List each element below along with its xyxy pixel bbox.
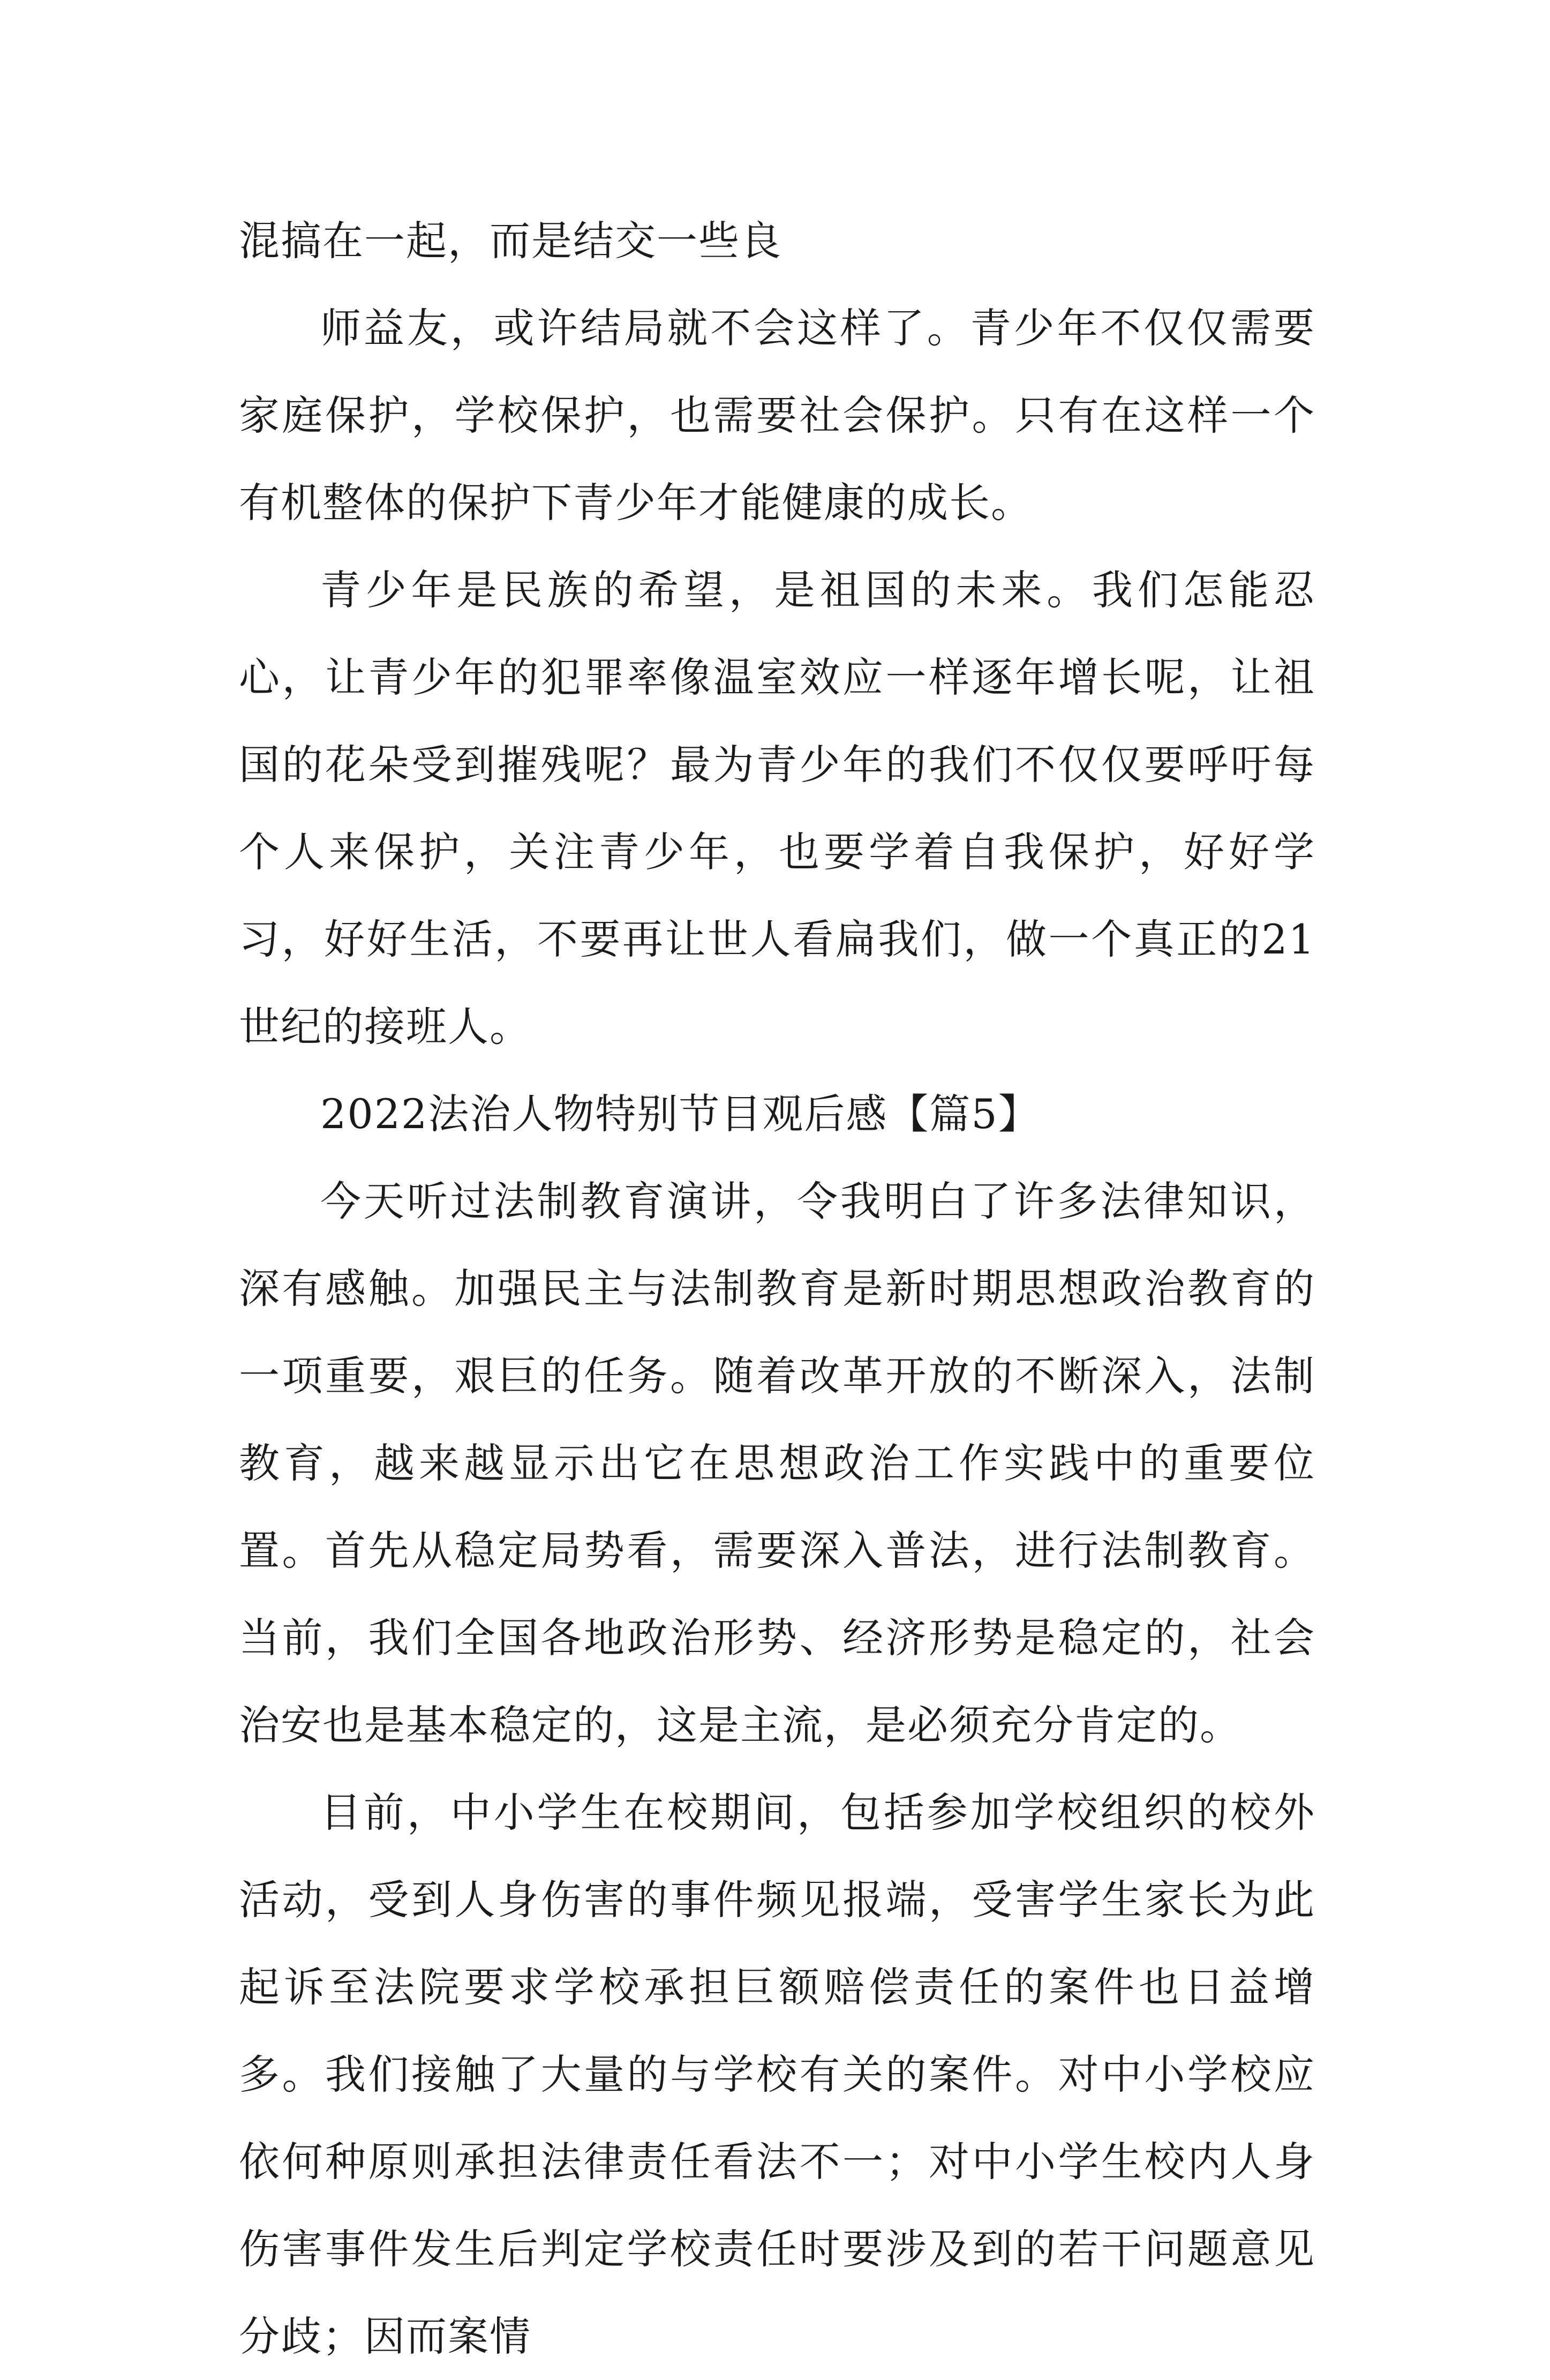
text-line: 定的，这是主流，是必须充分肯定的。 (531, 1701, 1241, 1749)
text-line: 越来越显示出它在思想政治工作实践中的重要位置。首先从 (239, 1439, 1315, 1574)
text-line: 至法院要求学校承担巨额赔偿责任的案件也日益增多。我们 (239, 1963, 1315, 2098)
text-line: 目前，中小学生在校期间，包括参加学校组织的校外活 (239, 1789, 1315, 1924)
text-line: 接触了大量的与学校有关的案件。对中小学校应依何种原则 (239, 2051, 1315, 2186)
text-line: 活，不要再让世人看扁我们，做一个真正的21世纪的接班 (239, 915, 1316, 1050)
text-line: 今天听过法制教育演讲，令我明白了许多法律知识，深 (239, 1177, 1315, 1312)
text-line: 朵受到摧残呢？最为青少年的我们不仅仅要呼吁每个人来 (239, 741, 1315, 876)
text-line: 人。 (448, 1003, 531, 1050)
text-line: 庭保护，学校保护，也需要社会保护。只有在这样一个有机 (239, 392, 1315, 527)
paragraph-legal-education (239, 1158, 1315, 1769)
text-line: 承担法律责任看法不一；对中小学生校内人身伤害事件发生 (239, 2138, 1315, 2273)
paragraph-school-liability (239, 1769, 1315, 2380)
text-line: 青少年是民族的希望，是祖国的未来。我们怎能忍心， (239, 566, 1315, 701)
text-line: 重要，艰巨的任务。随着改革开放的不断深入，法制教育， (239, 1352, 1315, 1487)
text-line: 稳定局势看，需要深入普法，进行法制教育。当前，我们全 (239, 1527, 1315, 1662)
document-body (239, 197, 1315, 2380)
text-line: 保护，关注青少年，也要学着自我保护，好好学习，好好生 (239, 828, 1315, 963)
text-line: 国各地政治形势、经济形势是稳定的，社会治安也是基本稳 (239, 1614, 1315, 1749)
paragraph-protection (239, 284, 1315, 546)
text-line: 让青少年的犯罪率像温室效应一样逐年增长呢，让祖国的花 (239, 654, 1315, 789)
text-line: 动，受到人身伤害的事件频见报端，受害学生家长为此起诉 (239, 1876, 1315, 2011)
text-line: 师益友，或许结局就不会这样了。青少年不仅仅需要家 (239, 304, 1315, 439)
paragraph-continued (239, 197, 1315, 284)
section-heading: 2022法治人物特别节目观后感【篇5】 (320, 1090, 1040, 1138)
paragraph-youth-hope (239, 546, 1315, 1070)
text-line: 混搞在一起，而是结交一些良 (239, 217, 782, 265)
text-line: 整体的保护下青少年才能健康的成长。 (322, 479, 1033, 527)
text-line: 后判定学校责任时要涉及到的若干问题意见分歧；因而案情 (239, 2225, 1315, 2360)
text-line: 有感触。加强民主与法制教育是新时期思想政治教育的一项 (239, 1265, 1315, 1400)
